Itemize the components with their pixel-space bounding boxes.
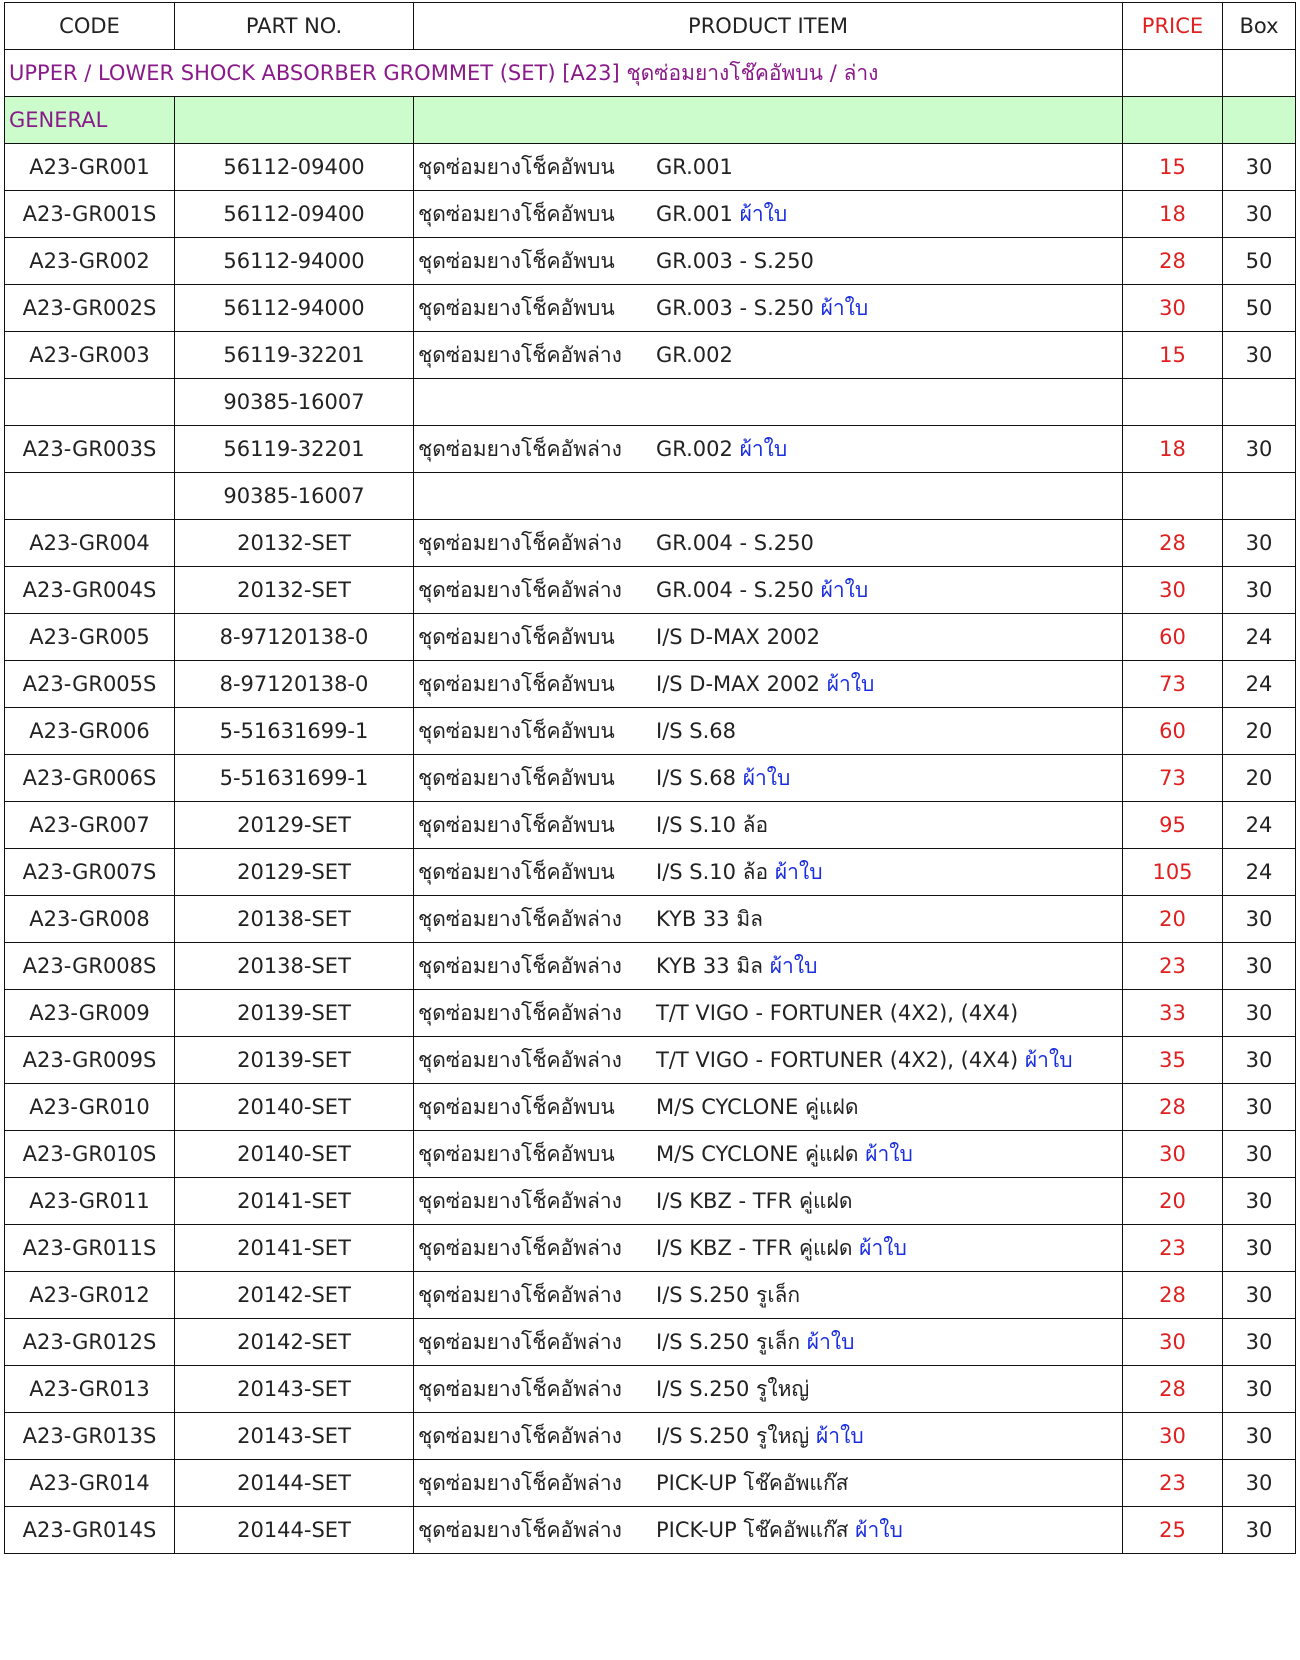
product-price: 73: [1123, 661, 1223, 708]
product-price: 23: [1123, 1225, 1223, 1272]
part-number: 20139-SET: [175, 990, 414, 1037]
group-item-cell: [414, 97, 1123, 144]
product-fitment: GR.004 - S.250: [656, 577, 814, 602]
product-description: ชุดซ่อมยางโช็คอัพล่าง: [418, 1376, 622, 1401]
product-price: 28: [1123, 1272, 1223, 1319]
product-item: [414, 1319, 1123, 1366]
product-description: ชุดซ่อมยางโช็คอัพล่าง: [418, 1282, 622, 1307]
product-code: A23-GR008: [5, 896, 175, 943]
product-fitment: I/S S.68: [656, 765, 737, 790]
product-item: [414, 567, 1123, 614]
box-quantity: 24: [1223, 849, 1296, 896]
product-row: [5, 426, 1296, 473]
product-fitment: M/S CYCLONE คู่แฝด: [656, 1141, 859, 1166]
product-fitment: I/S S.250 รูเล็ก: [656, 1282, 801, 1307]
product-row: [5, 896, 1296, 943]
product-price: 105: [1123, 849, 1223, 896]
part-number: 20129-SET: [175, 802, 414, 849]
product-price: 30: [1123, 1413, 1223, 1460]
product-row: [5, 285, 1296, 332]
header-box: Box: [1223, 3, 1296, 50]
box-quantity: 30: [1223, 567, 1296, 614]
product-description: ชุดซ่อมยางโช็คอัพล่าง: [418, 953, 622, 978]
part-number: 56119-32201: [175, 332, 414, 379]
product-description: ชุดซ่อมยางโช็คอัพล่าง: [418, 906, 622, 931]
product-fitment: I/S S.68: [656, 718, 737, 743]
product-code: A23-GR010S: [5, 1131, 175, 1178]
box-quantity: 30: [1223, 191, 1296, 238]
product-item: [414, 1037, 1123, 1084]
product-note: ผ้าใบ: [806, 1329, 855, 1354]
product-price: 35: [1123, 1037, 1223, 1084]
product-note: ผ้าใบ: [774, 859, 823, 884]
product-price: 15: [1123, 332, 1223, 379]
section-title-box-cell: [1223, 50, 1296, 97]
product-item: [414, 1272, 1123, 1319]
product-price: [1123, 473, 1223, 520]
product-fitment: GR.001: [656, 154, 733, 179]
part-number: 20132-SET: [175, 520, 414, 567]
product-description: ชุดซ่อมยางโช็คอัพล่าง: [418, 530, 622, 555]
box-quantity: 24: [1223, 661, 1296, 708]
product-row: [5, 144, 1296, 191]
product-item: [414, 802, 1123, 849]
product-price: 18: [1123, 426, 1223, 473]
product-price: 30: [1123, 1131, 1223, 1178]
product-description: ชุดซ่อมยางโช็คอัพบน: [418, 765, 615, 790]
product-row: [5, 1037, 1296, 1084]
box-quantity: 30: [1223, 1460, 1296, 1507]
box-quantity: 30: [1223, 520, 1296, 567]
box-quantity: 30: [1223, 990, 1296, 1037]
part-number: 20142-SET: [175, 1319, 414, 1366]
product-item: [414, 614, 1123, 661]
box-quantity: 30: [1223, 1131, 1296, 1178]
product-row: [5, 238, 1296, 285]
product-code: A23-GR001S: [5, 191, 175, 238]
product-code: A23-GR010: [5, 1084, 175, 1131]
group-box-cell: [1223, 97, 1296, 144]
product-row: [5, 849, 1296, 896]
product-description: ชุดซ่อมยางโช็คอัพบน: [418, 295, 615, 320]
product-description: ชุดซ่อมยางโช็คอัพบน: [418, 248, 615, 273]
part-number: 90385-16007: [175, 379, 414, 426]
product-item: [414, 1225, 1123, 1272]
product-price: 28: [1123, 1366, 1223, 1413]
box-quantity: 30: [1223, 943, 1296, 990]
box-quantity: 20: [1223, 708, 1296, 755]
product-code: A23-GR008S: [5, 943, 175, 990]
product-code: A23-GR007: [5, 802, 175, 849]
product-fitment: I/S KBZ - TFR คู่แฝด: [656, 1188, 853, 1213]
product-price: 23: [1123, 1460, 1223, 1507]
box-quantity: 24: [1223, 802, 1296, 849]
box-quantity: 50: [1223, 238, 1296, 285]
product-price: 30: [1123, 285, 1223, 332]
part-number: 56112-94000: [175, 285, 414, 332]
product-fitment: GR.001: [656, 201, 733, 226]
box-quantity: 30: [1223, 896, 1296, 943]
box-quantity: 20: [1223, 755, 1296, 802]
product-row: [5, 1131, 1296, 1178]
part-number: 20129-SET: [175, 849, 414, 896]
box-quantity: 30: [1223, 1037, 1296, 1084]
box-quantity: [1223, 473, 1296, 520]
product-row: [5, 802, 1296, 849]
product-item: [414, 896, 1123, 943]
product-price: 95: [1123, 802, 1223, 849]
product-price: 28: [1123, 520, 1223, 567]
product-item: [414, 144, 1123, 191]
product-row: [5, 755, 1296, 802]
product-fitment: KYB 33 มิล: [656, 953, 764, 978]
product-fitment: M/S CYCLONE คู่แฝด: [656, 1094, 859, 1119]
header-row: [5, 3, 1296, 50]
product-code: A23-GR014S: [5, 1507, 175, 1554]
product-code: A23-GR011S: [5, 1225, 175, 1272]
part-number: 5-51631699-1: [175, 708, 414, 755]
part-number: 5-51631699-1: [175, 755, 414, 802]
box-quantity: 30: [1223, 1507, 1296, 1554]
product-fitment: I/S S.250 รูใหญ่: [656, 1423, 810, 1448]
product-item: [414, 1178, 1123, 1225]
product-fitment: I/S S.250 รูใหญ่: [656, 1376, 810, 1401]
product-note: ผ้าใบ: [1024, 1047, 1073, 1072]
product-note: ผ้าใบ: [820, 295, 869, 320]
product-price: 30: [1123, 567, 1223, 614]
box-quantity: 30: [1223, 1319, 1296, 1366]
header-product-item: PRODUCT ITEM: [414, 3, 1123, 50]
product-description: ชุดซ่อมยางโช็คอัพล่าง: [418, 577, 622, 602]
box-quantity: 30: [1223, 1413, 1296, 1460]
product-row: [5, 379, 1296, 426]
product-price: 30: [1123, 1319, 1223, 1366]
section-title: UPPER / LOWER SHOCK ABSORBER GROMMET (SET) [A23] ชุดซ่อมยางโช๊คอัพบน / ล่าง: [5, 50, 1123, 97]
product-row: [5, 943, 1296, 990]
box-quantity: 30: [1223, 144, 1296, 191]
product-description: ชุดซ่อมยางโช็คอัพล่าง: [418, 1423, 622, 1448]
product-fitment: PICK-UP โช๊คอัพแก๊ส: [656, 1470, 849, 1495]
group-row: [5, 97, 1296, 144]
part-number: 20144-SET: [175, 1460, 414, 1507]
product-code: A23-GR006S: [5, 755, 175, 802]
part-number: 20138-SET: [175, 943, 414, 990]
product-note: ผ้าใบ: [739, 201, 788, 226]
product-item: [414, 1131, 1123, 1178]
product-item: [414, 1413, 1123, 1460]
product-fitment: GR.002: [656, 342, 733, 367]
box-quantity: 30: [1223, 1366, 1296, 1413]
product-code: A23-GR003S: [5, 426, 175, 473]
group-part-cell: [175, 97, 414, 144]
product-item: [414, 1507, 1123, 1554]
product-code: A23-GR002S: [5, 285, 175, 332]
product-row: [5, 332, 1296, 379]
box-quantity: 24: [1223, 614, 1296, 661]
product-row: [5, 1460, 1296, 1507]
product-row: [5, 1413, 1296, 1460]
product-fitment: KYB 33 มิล: [656, 906, 764, 931]
product-item: [414, 473, 1123, 520]
price-list-body: [5, 3, 1296, 1554]
product-row: [5, 614, 1296, 661]
part-number: 20140-SET: [175, 1084, 414, 1131]
part-number: 56119-32201: [175, 426, 414, 473]
product-row: [5, 1272, 1296, 1319]
product-code: A23-GR005: [5, 614, 175, 661]
product-note: ผ้าใบ: [865, 1141, 913, 1166]
product-item: [414, 238, 1123, 285]
product-description: ชุดซ่อมยางโช็คอัพบน: [418, 201, 615, 226]
part-number: 20138-SET: [175, 896, 414, 943]
product-price: 18: [1123, 191, 1223, 238]
product-note: ผ้าใบ: [816, 1423, 864, 1448]
product-description: ชุดซ่อมยางโช็คอัพบน: [418, 671, 615, 696]
product-description: ชุดซ่อมยางโช็คอัพบน: [418, 154, 615, 179]
header-part-no: PART NO.: [175, 3, 414, 50]
product-description: ชุดซ่อมยางโช็คอัพล่าง: [418, 1047, 622, 1072]
product-row: [5, 567, 1296, 614]
box-quantity: 30: [1223, 1272, 1296, 1319]
part-number: 20141-SET: [175, 1178, 414, 1225]
product-code: A23-GR012S: [5, 1319, 175, 1366]
product-row: [5, 990, 1296, 1037]
product-price: 60: [1123, 708, 1223, 755]
product-fitment: I/S S.250 รูเล็ก: [656, 1329, 801, 1354]
product-row: [5, 473, 1296, 520]
part-number: 8-97120138-0: [175, 661, 414, 708]
product-description: ชุดซ่อมยางโช็คอัพบน: [418, 812, 615, 837]
product-code: A23-GR014: [5, 1460, 175, 1507]
part-number: 20139-SET: [175, 1037, 414, 1084]
product-item: [414, 1366, 1123, 1413]
product-description: ชุดซ่อมยางโช็คอัพล่าง: [418, 1517, 622, 1542]
product-description: ชุดซ่อมยางโช็คอัพล่าง: [418, 1329, 622, 1354]
part-number: 56112-09400: [175, 191, 414, 238]
product-code: A23-GR009S: [5, 1037, 175, 1084]
group-label: GENERAL: [5, 97, 175, 144]
product-code: A23-GR004: [5, 520, 175, 567]
product-code: A23-GR006: [5, 708, 175, 755]
product-note: ผ้าใบ: [739, 436, 788, 461]
product-description: ชุดซ่อมยางโช็คอัพบน: [418, 859, 615, 884]
section-title-row: [5, 50, 1296, 97]
product-note: ผ้าใบ: [769, 953, 818, 978]
product-price: 28: [1123, 238, 1223, 285]
product-code: A23-GR011: [5, 1178, 175, 1225]
product-code: A23-GR007S: [5, 849, 175, 896]
group-price-cell: [1123, 97, 1223, 144]
product-code: A23-GR013: [5, 1366, 175, 1413]
part-number: 8-97120138-0: [175, 614, 414, 661]
product-price: 25: [1123, 1507, 1223, 1554]
product-description: ชุดซ่อมยางโช็คอัพบน: [418, 1094, 615, 1119]
product-item: [414, 332, 1123, 379]
product-code: A23-GR012: [5, 1272, 175, 1319]
box-quantity: 30: [1223, 1178, 1296, 1225]
product-item: [414, 661, 1123, 708]
product-item: [414, 943, 1123, 990]
product-item: [414, 755, 1123, 802]
product-item: [414, 990, 1123, 1037]
product-code: A23-GR013S: [5, 1413, 175, 1460]
product-fitment: T/T VIGO - FORTUNER (4X2), (4X4): [656, 1000, 1019, 1025]
part-number: 56112-09400: [175, 144, 414, 191]
product-item: [414, 426, 1123, 473]
section-title-price-cell: [1123, 50, 1223, 97]
product-row: [5, 1507, 1296, 1554]
product-note: ผ้าใบ: [820, 577, 869, 602]
product-item: [414, 1460, 1123, 1507]
box-quantity: 30: [1223, 1225, 1296, 1272]
product-fitment: I/S D-MAX 2002: [656, 624, 821, 649]
product-item: [414, 520, 1123, 567]
part-number: 20140-SET: [175, 1131, 414, 1178]
product-price: 23: [1123, 943, 1223, 990]
product-row: [5, 1084, 1296, 1131]
product-price: 15: [1123, 144, 1223, 191]
product-item: [414, 1084, 1123, 1131]
box-quantity: 30: [1223, 426, 1296, 473]
product-code: A23-GR003: [5, 332, 175, 379]
product-fitment: I/S S.10 ล้อ: [656, 859, 769, 884]
product-row: [5, 1178, 1296, 1225]
product-price: 20: [1123, 1178, 1223, 1225]
product-description: ชุดซ่อมยางโช็คอัพล่าง: [418, 1000, 622, 1025]
product-description: ชุดซ่อมยางโช็คอัพล่าง: [418, 1235, 622, 1260]
product-code: A23-GR004S: [5, 567, 175, 614]
part-number: 20141-SET: [175, 1225, 414, 1272]
part-number: 20143-SET: [175, 1366, 414, 1413]
header-price: PRICE: [1123, 3, 1223, 50]
product-description: ชุดซ่อมยางโช็คอัพล่าง: [418, 1188, 622, 1213]
part-number: 90385-16007: [175, 473, 414, 520]
product-description: ชุดซ่อมยางโช็คอัพล่าง: [418, 436, 622, 461]
product-item: [414, 849, 1123, 896]
product-row: [5, 520, 1296, 567]
box-quantity: 50: [1223, 285, 1296, 332]
product-code: [5, 473, 175, 520]
product-price: [1123, 379, 1223, 426]
product-note: ผ้าใบ: [855, 1517, 903, 1542]
part-number: 20144-SET: [175, 1507, 414, 1554]
product-code: A23-GR002: [5, 238, 175, 285]
product-description: ชุดซ่อมยางโช็คอัพบน: [418, 624, 615, 649]
product-code: [5, 379, 175, 426]
product-item: [414, 708, 1123, 755]
product-row: [5, 708, 1296, 755]
product-item: [414, 285, 1123, 332]
box-quantity: 30: [1223, 1084, 1296, 1131]
product-code: A23-GR001: [5, 144, 175, 191]
header-code: CODE: [5, 3, 175, 50]
product-fitment: I/S KBZ - TFR คู่แฝด: [656, 1235, 853, 1260]
product-description: ชุดซ่อมยางโช็คอัพบน: [418, 718, 615, 743]
product-fitment: GR.002: [656, 436, 733, 461]
product-row: [5, 1366, 1296, 1413]
box-quantity: 30: [1223, 332, 1296, 379]
product-item: [414, 379, 1123, 426]
product-fitment: I/S S.10 ล้อ: [656, 812, 769, 837]
product-price: 73: [1123, 755, 1223, 802]
product-code: A23-GR009: [5, 990, 175, 1037]
product-fitment: GR.004 - S.250: [656, 530, 814, 555]
product-row: [5, 661, 1296, 708]
part-number: 20143-SET: [175, 1413, 414, 1460]
product-price: 28: [1123, 1084, 1223, 1131]
product-item: [414, 191, 1123, 238]
part-number: 20142-SET: [175, 1272, 414, 1319]
product-price: 20: [1123, 896, 1223, 943]
product-price: 60: [1123, 614, 1223, 661]
product-note: ผ้าใบ: [859, 1235, 907, 1260]
product-description: ชุดซ่อมยางโช็คอัพล่าง: [418, 1470, 622, 1495]
product-description: ชุดซ่อมยางโช็คอัพบน: [418, 1141, 615, 1166]
product-row: [5, 1319, 1296, 1366]
box-quantity: [1223, 379, 1296, 426]
product-code: A23-GR005S: [5, 661, 175, 708]
product-fitment: I/S D-MAX 2002: [656, 671, 821, 696]
product-row: [5, 1225, 1296, 1272]
product-fitment: PICK-UP โช๊คอัพแก๊ส: [656, 1517, 849, 1542]
product-note: ผ้าใบ: [826, 671, 875, 696]
product-row: [5, 191, 1296, 238]
product-fitment: GR.003 - S.250: [656, 248, 814, 273]
part-number: 20132-SET: [175, 567, 414, 614]
product-fitment: T/T VIGO - FORTUNER (4X2), (4X4): [656, 1047, 1019, 1072]
product-description: ชุดซ่อมยางโช็คอัพล่าง: [418, 342, 622, 367]
product-note: ผ้าใบ: [742, 765, 791, 790]
product-price: 33: [1123, 990, 1223, 1037]
product-fitment: GR.003 - S.250: [656, 295, 814, 320]
price-list-table: [4, 2, 1296, 1554]
part-number: 56112-94000: [175, 238, 414, 285]
